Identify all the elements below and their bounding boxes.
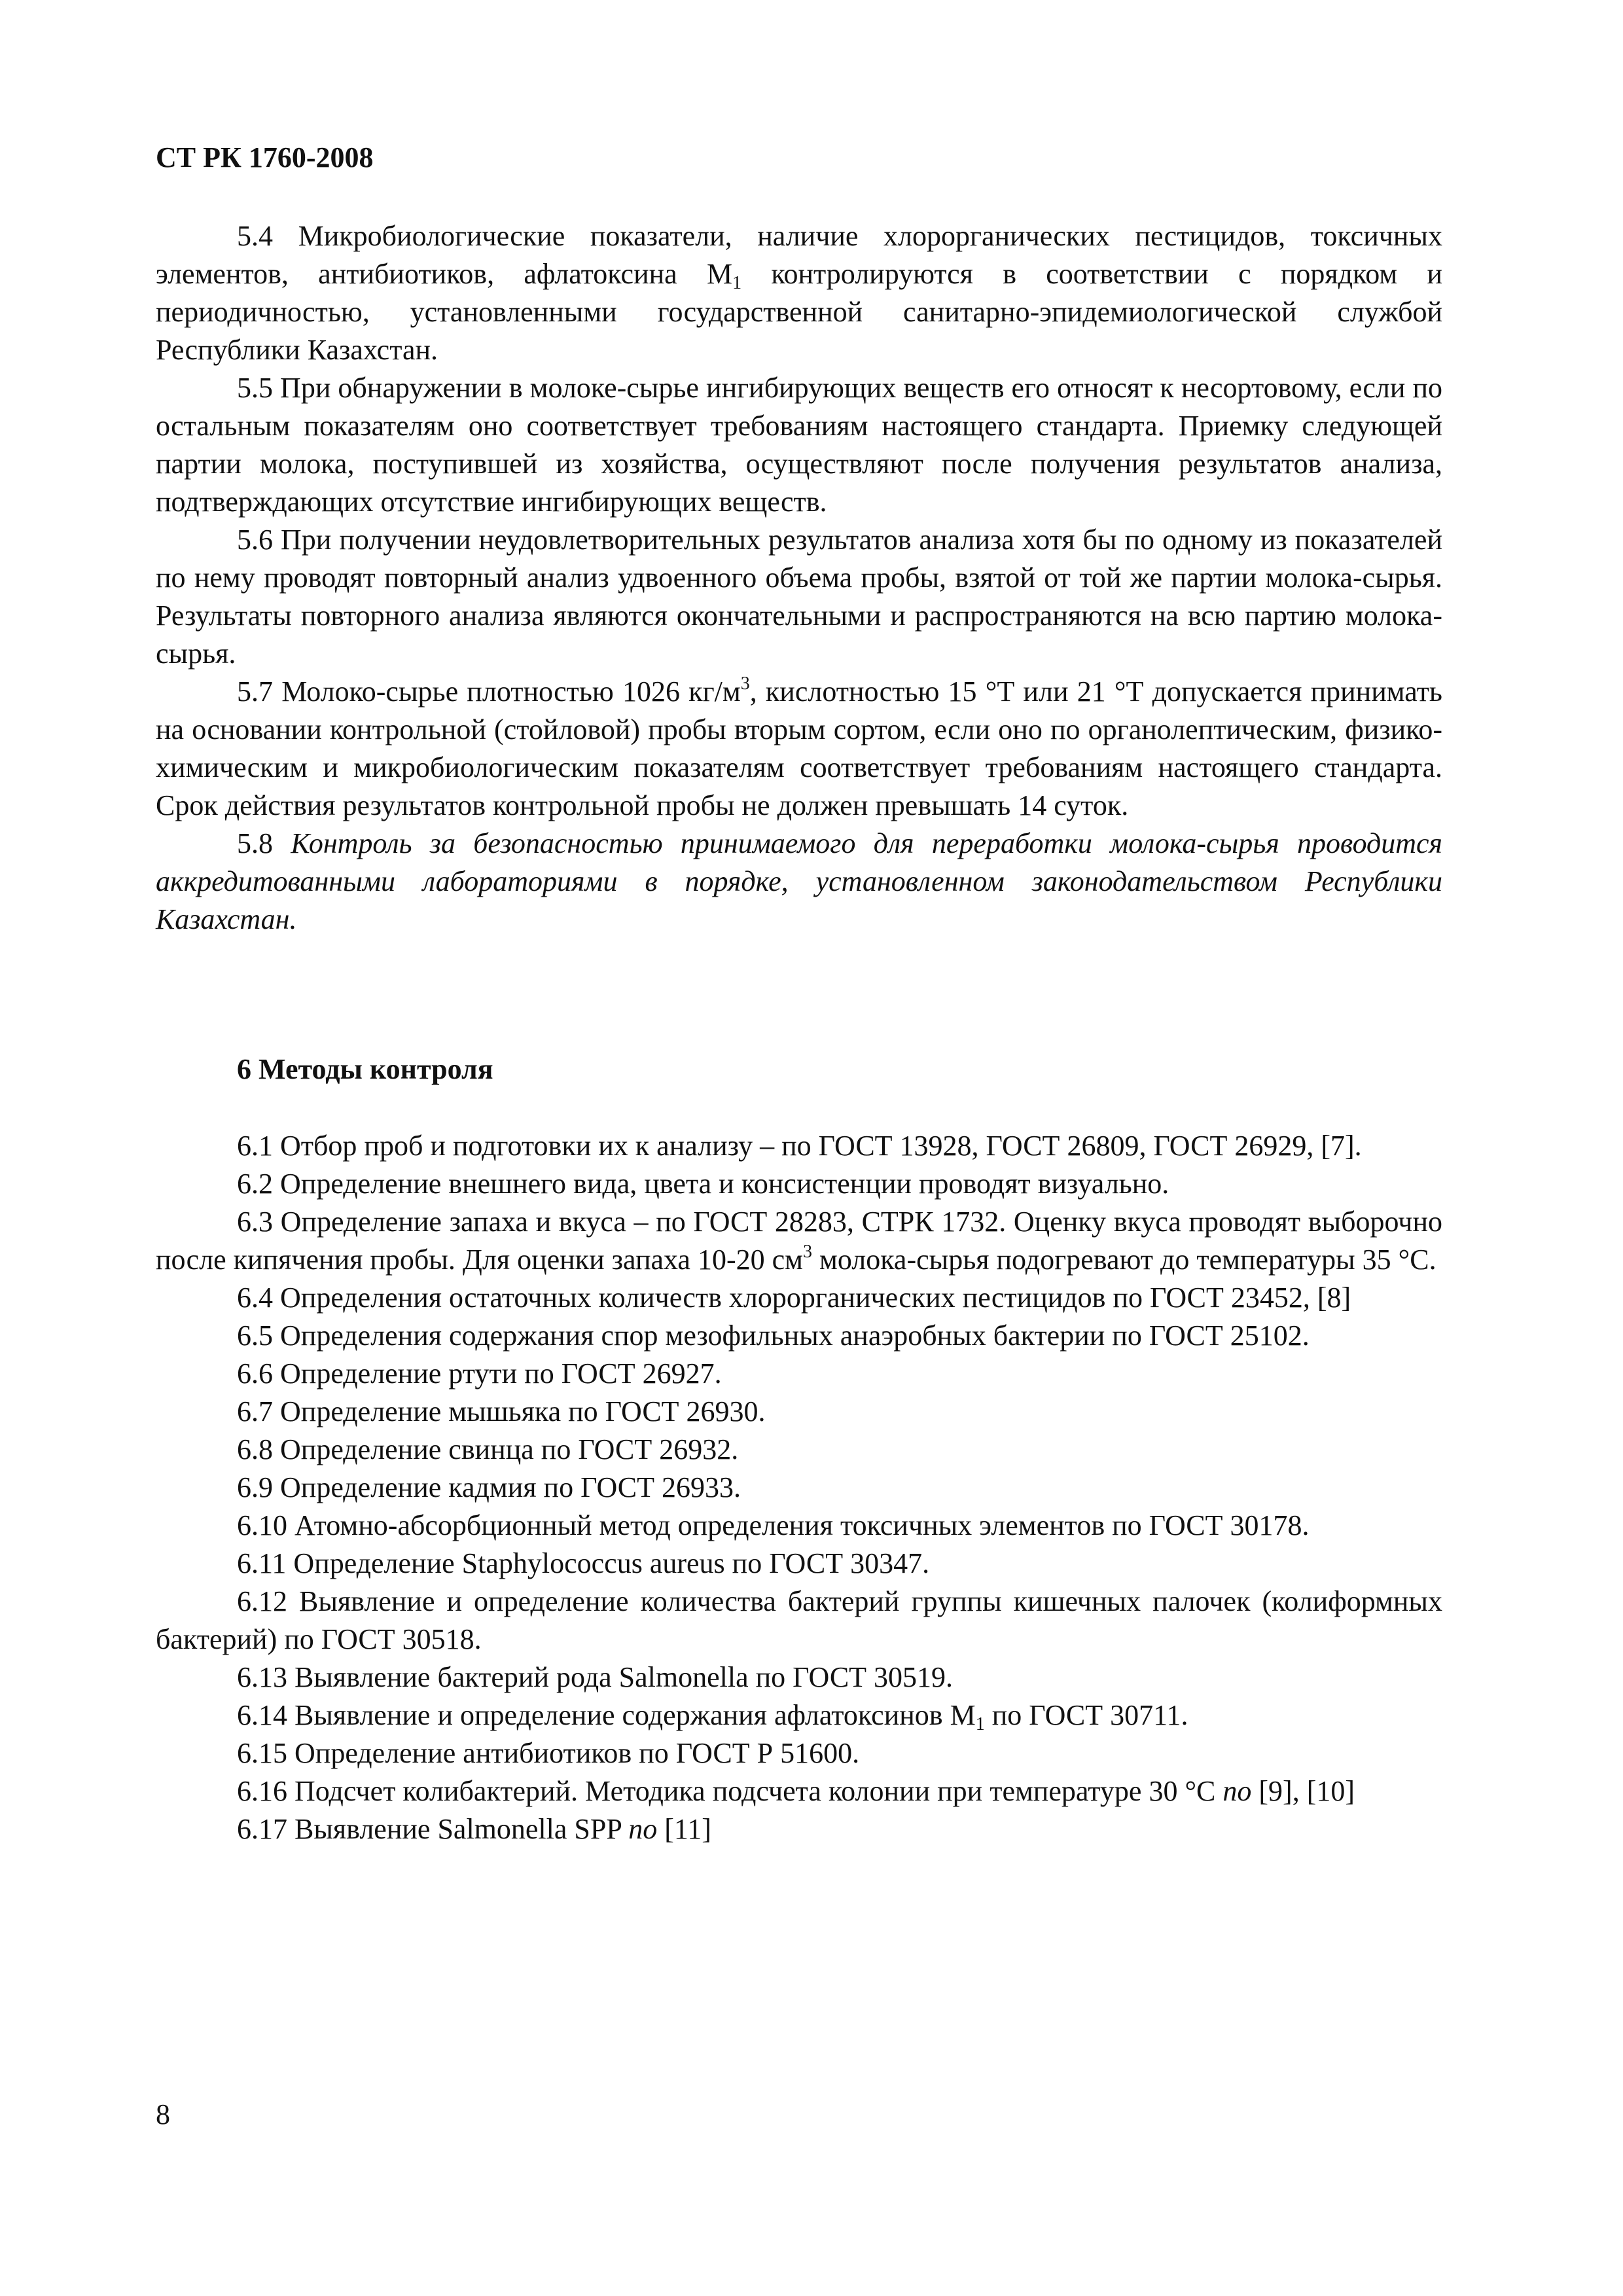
paragraph-6-13: 6.13 Выявление бактерий рода Salmonella по ГОСТ 30519. (237, 1661, 954, 1693)
paragraph-6-6: 6.6 Определение ртути по ГОСТ 26927. (237, 1357, 722, 1390)
paragraph-6-12: 6.12 Выявление и определение количества бактерий группы кишечных палочек (колиформных бактерий) по ГОСТ 30518. (156, 1585, 1442, 1655)
section-5-block (156, 217, 1442, 939)
paragraph-6-2: 6.2 Определение внешнего вида, цвета и консистенции проводят визуально. (237, 1168, 1169, 1200)
paragraph-6-11: 6.11 Определение Staphylococcus aureus по ГОСТ 30347. (237, 1547, 930, 1579)
document-header: СТ РК 1760-2008 (156, 141, 374, 173)
paragraph-5-8: 5.8 Контроль за безопасностью принимаемого для переработки молока-сырья проводится аккредитованными лабораториями в порядке, установленном законодательством Республики Казахстан. (156, 827, 1443, 935)
paragraph-6-14: 6.14 Выявление и определение содержания афлатоксинов $М_1$ по ГОСТ 30711. (237, 1699, 1188, 1734)
paragraph-6-10: 6.10 Атомно-абсорбционный метод определения токсичных элементов по ГОСТ 30178. (237, 1509, 1310, 1541)
paragraph-6-9: 6.9 Определение кадмия по ГОСТ 26933. (237, 1471, 741, 1503)
paragraph-6-5: 6.5 Определения содержания спор мезофильных анаэробных бактерии по ГОСТ 25102. (237, 1319, 1310, 1352)
paragraph-5-5: 5.5 При обнаружении в молоке-сырье ингибирующих веществ его относят к несортовому, если по остальным показателям оно соответствует требованиям настоящего стандарта. Приемку следующей партии молока, поступившей из хозяйства, осуществляют после получения результатов анализа, подтверждающих отсутствие ингибирующих веществ. (156, 372, 1442, 518)
paragraph-6-15: 6.15 Определение антибиотиков по ГОСТ Р 51600. (237, 1737, 860, 1769)
paragraph-5-4: 5.4 Микробиологические показатели, наличие хлорорганических пестицидов, токсичных элементов, антибиотиков, афлатоксина $М_1$ контролируются в соответствии с порядком и периодичностью, установленными государственной санитарно-эпидемиологической службой Республики Казахстан. (156, 220, 1442, 366)
paragraph-6-17: 6.17 Выявление Salmonella SPP по [11] (237, 1813, 711, 1845)
paragraph-5-7: 5.7 Молоко-сырье плотностью 1026 $кг/м^3$, кислотностью 15 °Т или 21 °Т допускается принимать на основании контрольной (стойловой) пробы вторым сортом, если оно по органолептическим, физико-химическим и микробиологическим показателям соответствует требованиям настоящего стандарта. Срок действия результатов контрольной пробы не должен превышать 14 суток. (156, 673, 1442, 821)
paragraph-6-3: 6.3 Определение запаха и вкуса – по ГОСТ 28283, СТРК 1732. Оценку вкуса проводят выборочно после кипячения пробы. Для оценки запаха 10-20 $см^3$ молока-сырья подогревают до температуры 35 °С. (156, 1206, 1442, 1276)
paragraph-6-8: 6.8 Определение свинца по ГОСТ 26932. (237, 1433, 739, 1465)
paragraph-6-16: 6.16 Подсчет колибактерий. Методика подсчета колонии при температуре 30 °С по [9], [10] (237, 1775, 1355, 1807)
paragraph-5-6: 5.6 При получении неудовлетворительных результатов анализа хотя бы по одному из показателей по нему проводят повторный анализ удвоенного объема пробы, взятой от той же партии молока-сырья. Результаты повторного анализа являются окончательными и распространяются на всю партию молока-сырья. (156, 524, 1442, 670)
paragraph-6-4: 6.4 Определения остаточных количеств хлорорганических пестицидов по ГОСТ 23452, [8] (237, 1282, 1351, 1314)
section-6-block (156, 1127, 1442, 1848)
section-6-title: 6 Методы контроля (237, 1053, 493, 1085)
paragraph-6-7: 6.7 Определение мышьяка по ГОСТ 26930. (237, 1395, 766, 1427)
page-number: 8 (156, 2098, 170, 2130)
paragraph-6-1: 6.1 Отбор проб и подготовки их к анализу – по ГОСТ 13928, ГОСТ 26809, ГОСТ 26929, [7]. (237, 1130, 1362, 1162)
